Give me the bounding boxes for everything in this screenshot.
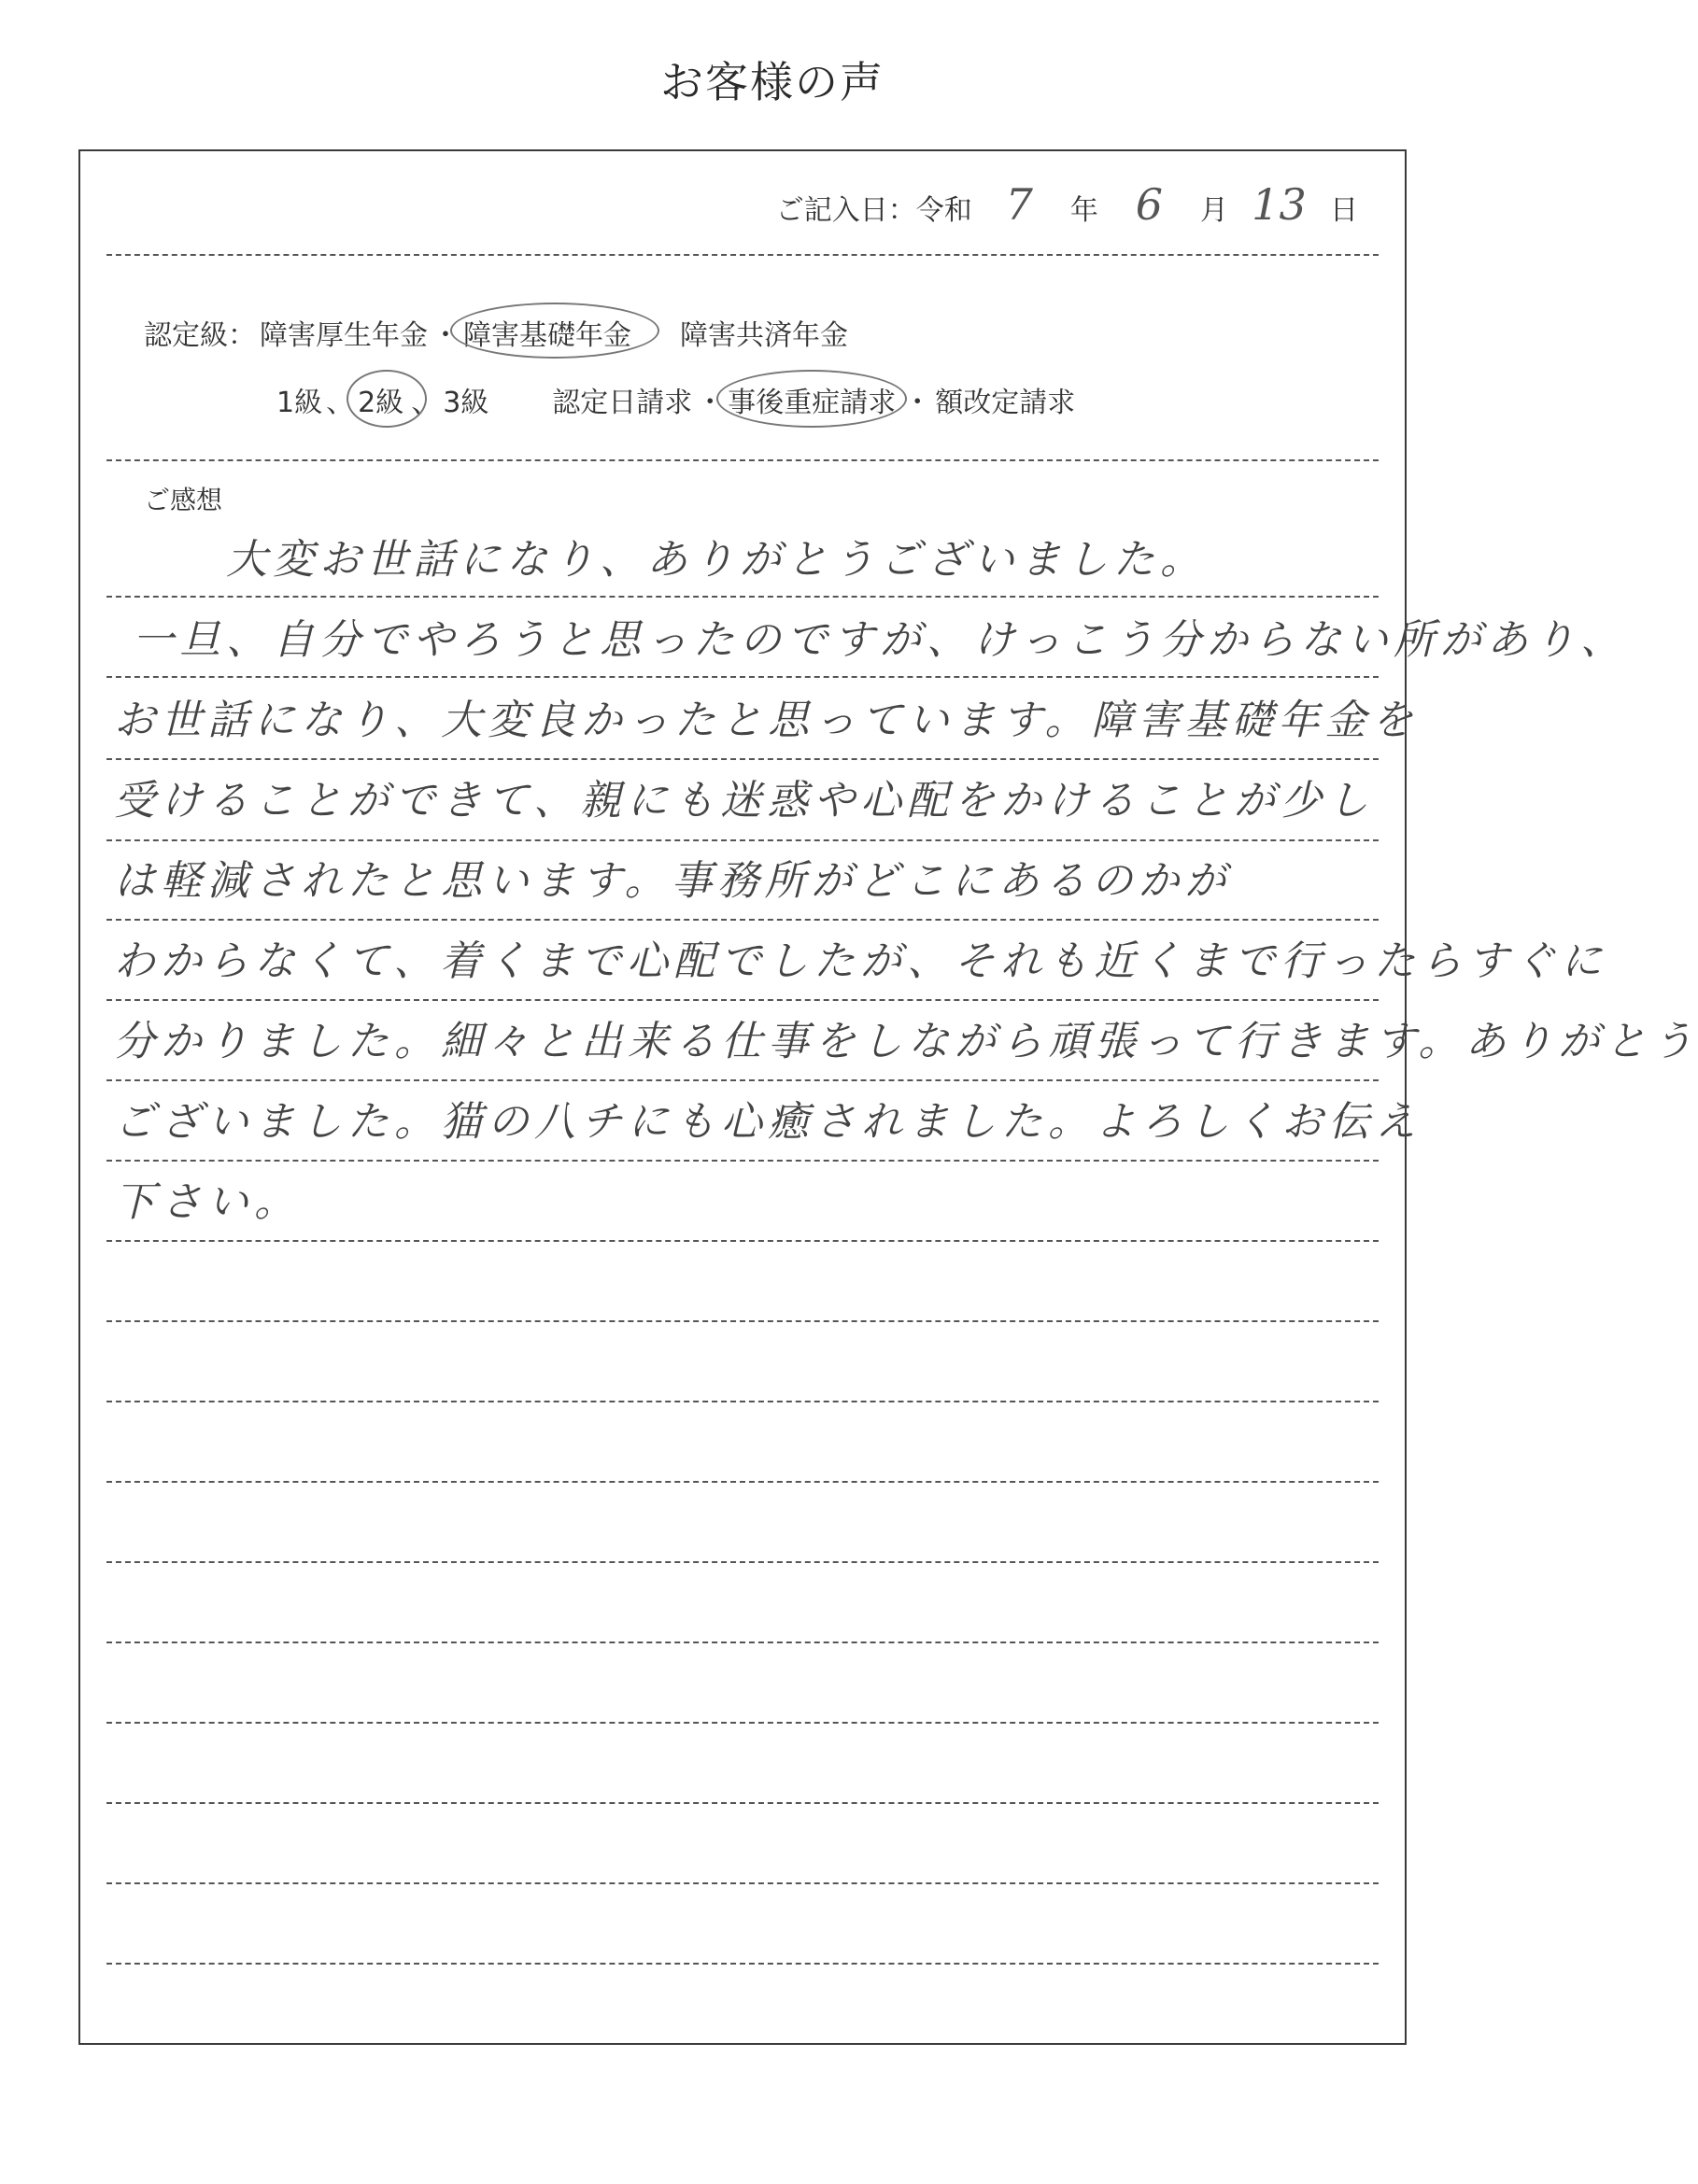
impression-line: 分かりました。細々と出来る仕事をしながら頑張って行きます。ありがとう bbox=[114, 1018, 1698, 1065]
claim-option-jigo-label: 事後重症請求 bbox=[728, 387, 897, 419]
separator: ・ bbox=[903, 387, 932, 419]
grade-claim-row bbox=[276, 379, 1079, 420]
impression-line: は軽減されたと思います。事務所がどこにあるのかが bbox=[114, 857, 1232, 905]
month-unit: 月 bbox=[1199, 194, 1228, 227]
grade-option-3: 3級 bbox=[443, 387, 489, 419]
ruled-line bbox=[106, 1481, 1379, 1483]
pension-option-kosei: 障害厚生年金 bbox=[260, 319, 428, 352]
ruled-line bbox=[106, 999, 1379, 1001]
certification-label: 認定級： bbox=[144, 319, 256, 352]
claim-option-jigo bbox=[728, 379, 899, 420]
day-unit: 日 bbox=[1330, 194, 1358, 227]
impression-line: お世話になり、大変良かったと思っています。障害基礎年金を bbox=[114, 697, 1419, 744]
grade-option-2-label: 2級 bbox=[358, 387, 404, 419]
impression-line: ございました。猫の八チにも心癒されました。よろしくお伝え bbox=[114, 1098, 1422, 1146]
separator: 、 bbox=[326, 387, 355, 419]
ruled-line bbox=[106, 1561, 1379, 1563]
separator: ・ bbox=[696, 387, 725, 419]
ruled-line bbox=[106, 839, 1379, 841]
grade-option-1: 1級 bbox=[276, 387, 323, 419]
impression-line: 受けることができて、親にも迷惑や心配をかけることが少し bbox=[114, 777, 1375, 824]
impressions-label: ご感想 bbox=[144, 485, 223, 515]
ruled-line bbox=[106, 1401, 1379, 1402]
ruled-line bbox=[106, 1882, 1379, 1884]
entry-day-value: 13 bbox=[1252, 179, 1307, 230]
ruled-line bbox=[106, 758, 1379, 760]
ruled-line bbox=[106, 1802, 1379, 1804]
ruled-line bbox=[106, 1963, 1379, 1965]
entry-month-value: 6 bbox=[1135, 179, 1163, 230]
separator: ・ bbox=[432, 319, 460, 352]
impression-line: わからなくて、着くまで心配でしたが、それも近くまで行ったらすぐに bbox=[114, 937, 1608, 985]
ruled-line bbox=[106, 1160, 1379, 1162]
ruled-line bbox=[106, 1079, 1379, 1081]
separator: 、 bbox=[411, 387, 440, 419]
impression-line: 下さい。 bbox=[114, 1178, 301, 1226]
entry-date-row bbox=[776, 179, 1367, 230]
dotted-divider bbox=[106, 254, 1379, 256]
claim-option-gaku: 額改定請求 bbox=[935, 387, 1076, 419]
impression-line: 大変お世話になり、ありがとうございました。 bbox=[226, 536, 1207, 584]
year-unit: 年 bbox=[1069, 194, 1098, 227]
pension-option-kiso-label: 障害基礎年金 bbox=[463, 319, 631, 352]
entry-date-label: ご記入日：令和 bbox=[775, 194, 972, 227]
voice-form bbox=[78, 149, 1698, 2045]
dotted-divider bbox=[106, 459, 1379, 461]
ruled-line bbox=[106, 919, 1379, 921]
grade-option-2 bbox=[358, 379, 407, 420]
impression-line: 一旦、自分でやろうと思ったのですが、けっこう分からない所があり、 bbox=[133, 616, 1627, 664]
pension-option-kiso bbox=[463, 312, 635, 353]
entry-year-value: 7 bbox=[1005, 179, 1033, 230]
pension-option-kyosai: 障害共済年金 bbox=[680, 319, 848, 352]
ruled-line bbox=[106, 1240, 1379, 1242]
claim-option-nintei: 認定日請求 bbox=[552, 387, 693, 419]
ruled-line bbox=[106, 1642, 1379, 1643]
ruled-line bbox=[106, 1722, 1379, 1724]
pension-type-row bbox=[144, 312, 852, 353]
page-title: お客様の声 bbox=[660, 57, 884, 107]
ruled-line bbox=[106, 1320, 1379, 1322]
